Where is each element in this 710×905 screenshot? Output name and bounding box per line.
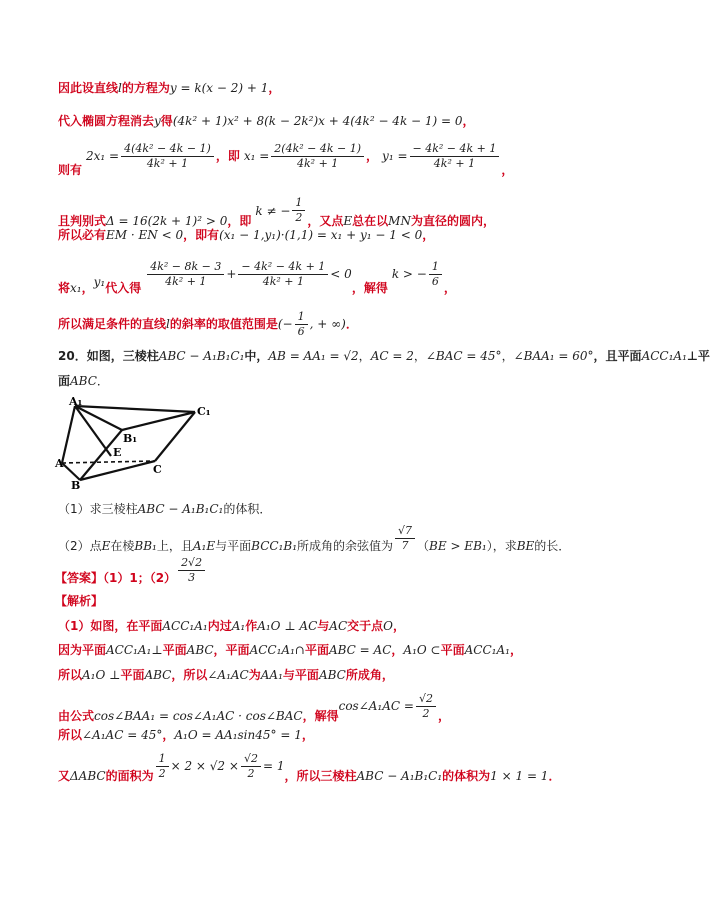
analysis-heading: 【解析】 — [55, 594, 104, 608]
edge-a1-c1 — [75, 406, 195, 412]
line-1: 因此设直线l的方程为y = k(x − 2) + 1， — [58, 81, 281, 95]
edge-a1-a — [62, 406, 75, 463]
fraction: $\frac{1}{2}$ — [292, 196, 305, 225]
solution-line-3: 所以A₁O ⊥平面ABC，所以∠A₁AC为AA₁与平面ABC所成角， — [58, 668, 394, 682]
edge-a-c-hidden — [62, 461, 155, 463]
answer-line: 【答案】（1）1；（2） $\frac{2√2}{3}$ — [55, 556, 207, 587]
edge-a1-b1 — [75, 406, 122, 430]
solution-line-4: 由公式cos∠BAA₁ = cos∠A₁AC · cos∠BAC，解得cos∠A₁AC = $\frac{√2}{2}$ ， — [58, 692, 450, 723]
fraction: $\frac{\text{4k² − 8k − 3}}{\text{4k² + 1}}$ — [147, 260, 224, 289]
fraction: $\frac{\text{2(4k² − 4k − 1)}}{\text{4k² + 1}}$ — [271, 142, 364, 171]
fraction: $\frac{1}{2}$ — [156, 752, 169, 781]
edge-a-b — [62, 463, 80, 480]
fraction: $\frac{√7}{7}$ — [395, 524, 415, 553]
line-4: 且判别式Δ = 16(2k + 1)² > 0，即 k ≠ − $\frac{1}{2}$ ，又点E总在以MN为直径的圆内， — [58, 196, 495, 228]
label-e: E — [113, 446, 122, 459]
solution-line-5: 所以∠A₁AC = 45°，A₁O = AA₁sin45° = 1， — [58, 728, 314, 742]
fraction: $\frac{√2}{2}$ — [416, 692, 436, 721]
question-20-line-1: 20．如图，三棱柱ABC − A₁B₁C₁中，AB = AA₁ = √2，AC = 2，∠BAC = 45°，∠BAA₁ = 60°，且平面ACC₁A₁⊥平 — [58, 349, 710, 363]
fraction: $\frac{√2}{2}$ — [241, 752, 261, 781]
line-7: 所以满足条件的直线l的斜率的取值范围是(− $\frac{1}{6}$ , + ∞)． — [58, 310, 358, 338]
fraction: $\frac{2√2}{3}$ — [178, 556, 205, 585]
fraction: $\frac{\text{− 4k² − 4k + 1}}{\text{4k² + 1}}$ — [238, 260, 328, 289]
solution-line-2: 因为平面ACC₁A₁⊥平面ABC，平面ACC₁A₁∩平面ABC = AC，A₁O ⊂平面ACC₁A₁， — [58, 643, 522, 657]
fraction: $\frac{\text{4(4k² − 4k − 1)}}{\text{4k² + 1}}$ — [121, 142, 214, 171]
label-b1: B₁ — [123, 432, 138, 445]
line-2: 代入椭圆方程消去y得(4k² + 1)x² + 8(k − 2k²)x + 4(4k² − 4k − 1) = 0， — [58, 114, 475, 128]
edge-b1-c1 — [122, 412, 195, 430]
fraction: $\frac{\text{− 4k² − 4k + 1}}{\text{4k² + 1}}$ — [410, 142, 500, 171]
edge-b-c — [80, 461, 155, 480]
solution-line-6: 又ΔABC的面积为 $\frac{1}{2}$ × 2 × √2 × $\frac{√2}{2}$ = 1，所以三棱柱ABC − A₁B₁C₁的体积为1 × 1 = 1． — [58, 752, 561, 783]
part-1: （1）求三棱柱ABC − A₁B₁C₁的体积． — [58, 502, 272, 516]
line-6: 将x₁，y₁代入得 $\frac{\text{4k² − 8k − 3}}{\text{4k² + 1}}$ + $\frac{\text{− 4k² − 4k + 1}}{\text{4k² + 1}}$ < 0，解得 k > − $\frac{1}{6}$ ， — [58, 260, 456, 295]
prism-figure — [55, 395, 225, 492]
solution-line-1: （1）如图，在平面ACC₁A₁内过A₁作A₁O ⊥ AC与AC交于点O， — [58, 619, 406, 633]
label-c1: C₁ — [197, 405, 211, 418]
line-5: 所以必有EM · EN < 0，即有(x₁ − 1,y₁)·(1,1) = x₁ + y₁ − 1 < 0， — [58, 228, 435, 242]
fraction: $\frac{1}{6}$ — [295, 310, 308, 339]
fraction: $\frac{1}{6}$ — [429, 260, 442, 289]
label-a1: A₁ — [69, 395, 83, 408]
label-b: B — [71, 479, 81, 492]
line-3: 则有 2x₁ = $\frac{\text{4(4k² − 4k − 1)}}{\text{4k² + 1}}$ ，即 x₁ = $\frac{\text{2(4k² − 4k − 1)}}{\text{4k² + 1}}$ ， y₁ = $\frac{\text{− 4k² − 4k + 1}}{\text{4k² + 1}}$ ， — [58, 142, 514, 177]
label-c: C — [153, 463, 162, 476]
question-20-line-2: 面ABC． — [58, 374, 109, 388]
label-a: A — [55, 457, 64, 470]
part-2: （2）点E在棱BB₁上，且A₁E与平面BCC₁B₁所成角的余弦值为 $\frac{√7}{7}$ （BE > EB₁），求BE的长． — [58, 524, 571, 553]
